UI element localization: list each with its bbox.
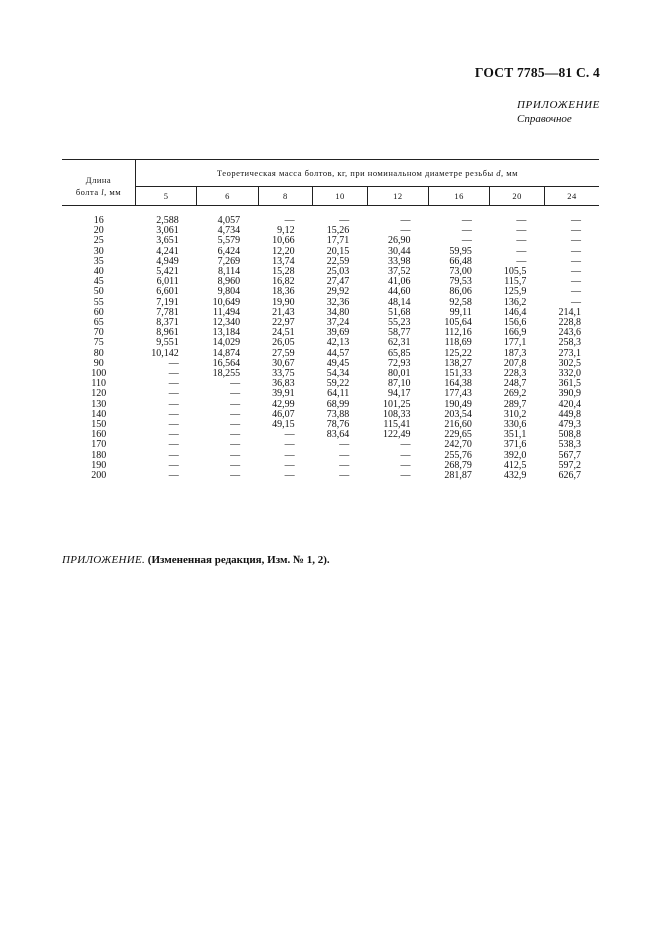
mass-cell: 214,1 (558, 306, 581, 318)
table-row (62, 471, 599, 481)
length-cell: 60 (93, 306, 104, 318)
length-cell: 110 (91, 378, 107, 390)
mass-cell: 115,7 (504, 276, 527, 288)
mass-cell: 11,494 (212, 306, 241, 318)
mass-cell: 99,11 (449, 306, 472, 318)
mass-cell: — (230, 439, 241, 451)
length-cell: 20 (93, 225, 104, 237)
mass-cell: — (168, 429, 179, 441)
diameter-symbol: d (496, 168, 502, 178)
length-column-header (62, 160, 136, 206)
mass-cell: 15,28 (272, 266, 295, 278)
mass-cell: 73,88 (326, 408, 350, 420)
mass-cell: — (571, 255, 581, 267)
mass-cell: 371,6 (503, 439, 527, 451)
mass-cell: 4,057 (217, 215, 241, 226)
diameter-header-cell: 10 (313, 187, 368, 206)
length-header-line2-pre: болта (75, 186, 102, 197)
mass-cell: — (168, 449, 179, 461)
mass-cell: — (516, 215, 527, 226)
mass-cell: — (168, 459, 179, 471)
mass-cell: — (400, 215, 411, 226)
appendix-subtitle: Справочное (517, 113, 572, 125)
mass-cell: — (284, 459, 295, 471)
mass-cell: — (571, 286, 581, 298)
appendix-title: ПРИЛОЖЕНИЕ (517, 99, 600, 111)
mass-cell: 538,3 (558, 439, 581, 451)
mass-cell: 29,92 (326, 286, 350, 298)
length-cell: 45 (93, 276, 104, 288)
mass-cell: 58,77 (388, 327, 411, 339)
mass-cell: 392,0 (503, 449, 527, 461)
table-row (62, 206, 599, 227)
length-cell: 160 (91, 429, 107, 441)
diameter-header-cell: 5 (136, 187, 197, 206)
mass-cell: 21,43 (272, 306, 295, 318)
mass-cell: 156,6 (503, 317, 527, 329)
length-cell: 120 (91, 388, 107, 400)
mass-cell: 44,57 (326, 347, 350, 359)
note-appendix-ref: ПРИЛОЖЕНИЕ. (62, 554, 146, 566)
mass-cell: — (339, 459, 350, 471)
mass-cell: 8,114 (217, 266, 241, 278)
mass-cell: 87,10 (388, 378, 411, 390)
mass-cell: — (230, 429, 241, 441)
mass-cell: 105,64 (444, 317, 472, 329)
length-header-line2-post: , мм (104, 186, 122, 197)
mass-cell: 65,85 (388, 347, 411, 359)
mass-cell: 32,36 (326, 296, 350, 308)
mass-cell: 8,371 (156, 317, 179, 329)
mass-cell: 229,65 (444, 429, 472, 441)
diameter-header-row (62, 187, 599, 206)
mass-cell: 258,3 (558, 337, 581, 349)
mass-cell: 228,3 (503, 368, 527, 380)
mass-cell: 6,601 (156, 286, 179, 298)
mass-cell: 626,7 (558, 470, 581, 482)
length-cell: 90 (93, 357, 104, 369)
mass-cell: 59,95 (449, 245, 472, 257)
mass-cell: 2,588 (156, 215, 179, 226)
table-body (62, 206, 599, 482)
mass-cell: 207,8 (503, 357, 527, 369)
length-cell: 100 (91, 368, 107, 380)
mass-cell: 27,59 (272, 347, 295, 359)
mass-group-header (136, 160, 600, 187)
mass-cell: 33,98 (388, 255, 411, 267)
mass-cell: 9,551 (156, 337, 179, 349)
length-cell: 35 (93, 255, 104, 267)
mass-cell: 310,2 (503, 408, 527, 420)
mass-cell: 68,99 (326, 398, 350, 410)
page-header: ГОСТ 7785—81 С. 4 (474, 65, 600, 80)
mass-cell: 73,00 (449, 266, 472, 278)
length-cell: 170 (91, 439, 107, 451)
mass-cell: 6,424 (217, 245, 241, 257)
mass-cell: 412,5 (503, 459, 527, 471)
mass-cell: — (516, 235, 527, 247)
mass-cell: — (571, 266, 581, 278)
mass-cell: 26,05 (272, 337, 295, 349)
length-cell: 190 (91, 459, 107, 471)
mass-cell: 19,90 (272, 296, 295, 308)
mass-header-pre: Теоретическая масса болтов, кг, при номинальном диаметре резьбы (216, 168, 497, 178)
mass-cell: 42,13 (326, 337, 350, 349)
mass-cell: 30,67 (272, 357, 295, 369)
mass-cell: — (571, 225, 581, 237)
mass-cell: 18,255 (212, 368, 241, 380)
mass-cell: 41,06 (388, 276, 411, 288)
mass-cell: 216,60 (444, 419, 472, 431)
diameter-header-cell: 20 (490, 187, 545, 206)
mass-cell: 7,269 (217, 255, 241, 267)
mass-cell: 108,33 (383, 408, 411, 420)
bolt-mass-table (62, 159, 599, 481)
revision-note (62, 554, 330, 566)
mass-cell: — (571, 215, 581, 226)
mass-cell: — (339, 439, 350, 451)
mass-header-post: , мм (501, 168, 519, 178)
mass-cell: 34,80 (326, 306, 350, 318)
mass-cell: 59,22 (326, 378, 350, 390)
mass-cell: — (571, 296, 581, 308)
mass-cell: — (230, 470, 241, 482)
mass-cell: 166,9 (503, 327, 527, 339)
note-revision-text: (Измененная редакция, Изм. № 1, 2). (145, 554, 330, 566)
length-cell: 25 (93, 235, 104, 247)
mass-cell: 112,16 (444, 327, 472, 339)
length-cell: 55 (93, 296, 104, 308)
mass-cell: 177,1 (503, 337, 527, 349)
mass-cell: 20,15 (326, 245, 350, 257)
mass-cell: 9,12 (277, 225, 295, 237)
mass-cell: 390,9 (558, 388, 581, 400)
mass-cell: — (230, 388, 241, 400)
mass-cell: — (461, 225, 472, 237)
mass-cell: — (461, 215, 472, 226)
mass-cell: 26,90 (388, 235, 411, 247)
mass-cell: 351,1 (503, 429, 527, 441)
mass-cell: — (284, 215, 295, 226)
mass-cell: 361,5 (558, 378, 581, 390)
mass-cell: 10,66 (272, 235, 295, 247)
diameter-header-cell: 16 (429, 187, 490, 206)
mass-cell: 13,184 (212, 327, 241, 339)
mass-cell: 3,061 (156, 225, 179, 237)
mass-cell: — (284, 449, 295, 461)
mass-cell: — (516, 255, 527, 267)
mass-cell: 72,93 (388, 357, 411, 369)
length-cell: 65 (93, 317, 104, 329)
mass-cell: 39,91 (272, 388, 295, 400)
length-cell: 200 (91, 470, 107, 482)
mass-cell: 8,961 (156, 327, 179, 339)
mass-cell: 22,97 (272, 317, 295, 329)
diameter-header-cell: 6 (197, 187, 258, 206)
mass-cell: — (400, 459, 411, 471)
mass-cell: 164,38 (444, 378, 472, 390)
mass-cell: 228,8 (558, 317, 581, 329)
mass-cell: 62,31 (388, 337, 411, 349)
mass-cell: 14,874 (212, 347, 241, 359)
length-cell: 70 (93, 327, 104, 339)
length-cell: 130 (91, 398, 107, 410)
mass-cell: 125,22 (444, 347, 472, 359)
mass-cell: 10,649 (212, 296, 241, 308)
mass-cell: 101,25 (383, 398, 411, 410)
mass-cell: 48,14 (388, 296, 411, 308)
length-cell: 180 (91, 449, 107, 461)
mass-cell: 151,33 (444, 368, 472, 380)
mass-cell: 86,06 (449, 286, 472, 298)
mass-cell: 187,3 (503, 347, 527, 359)
diameter-header-cell: 12 (367, 187, 428, 206)
mass-cell: 289,7 (503, 398, 527, 410)
mass-cell: 332,0 (558, 368, 581, 380)
mass-cell: 51,68 (388, 306, 411, 318)
mass-cell: 44,60 (388, 286, 411, 298)
mass-cell: 203,54 (444, 408, 472, 420)
length-symbol: l (101, 186, 105, 197)
mass-cell: 242,70 (444, 439, 472, 451)
mass-cell: 55,23 (388, 317, 411, 329)
mass-cell: 13,74 (272, 255, 295, 267)
mass-cell: 330,6 (503, 419, 527, 431)
mass-cell: 39,69 (326, 327, 350, 339)
mass-cell: — (168, 470, 179, 482)
mass-cell: 42,99 (272, 398, 295, 410)
mass-cell: — (400, 449, 411, 461)
mass-cell: 10,142 (151, 347, 179, 359)
length-cell: 80 (93, 347, 104, 359)
diameter-header-cell: 24 (544, 187, 599, 206)
mass-cell: 4,241 (156, 245, 179, 257)
mass-cell: 17,71 (326, 235, 350, 247)
mass-cell: 597,2 (558, 459, 581, 471)
mass-cell: — (168, 408, 179, 420)
mass-cell: 15,26 (326, 225, 350, 237)
mass-cell: — (571, 235, 581, 247)
mass-cell: — (230, 408, 241, 420)
mass-cell: 177,43 (444, 388, 472, 400)
mass-cell: 190,49 (444, 398, 472, 410)
mass-cell: — (516, 225, 527, 237)
mass-cell: — (168, 398, 179, 410)
mass-cell: 479,3 (558, 419, 581, 431)
mass-cell: 66,48 (449, 255, 472, 267)
length-cell: 75 (93, 337, 104, 349)
mass-cell: 49,15 (272, 419, 295, 431)
mass-cell: 7,781 (156, 306, 179, 318)
mass-cell: 567,7 (558, 449, 581, 461)
mass-cell: 122,49 (383, 429, 411, 441)
mass-cell: 105,5 (503, 266, 527, 278)
mass-cell: — (230, 419, 241, 431)
mass-cell: 16,82 (272, 276, 295, 288)
mass-cell: 420,4 (558, 398, 581, 410)
mass-cell: 248,7 (503, 378, 527, 390)
mass-cell: 12,20 (272, 245, 295, 257)
mass-cell: 94,17 (388, 388, 411, 400)
mass-cell: 18,36 (272, 286, 295, 298)
mass-cell: — (284, 470, 295, 482)
mass-cell: — (168, 388, 179, 400)
mass-cell: 36,83 (272, 378, 295, 390)
mass-cell: 37,24 (326, 317, 350, 329)
length-cell: 150 (91, 419, 107, 431)
mass-cell: — (571, 276, 581, 288)
mass-cell: — (339, 449, 350, 461)
length-cell: 140 (91, 408, 107, 420)
mass-cell: — (230, 378, 241, 390)
mass-cell: 80,01 (388, 368, 411, 380)
mass-cell: 4,949 (156, 255, 179, 267)
mass-cell: 118,69 (444, 337, 472, 349)
mass-cell: 9,804 (217, 286, 241, 298)
mass-cell: — (400, 470, 411, 482)
mass-cell: 64,11 (327, 388, 350, 400)
mass-cell: — (230, 449, 241, 461)
mass-cell: — (168, 439, 179, 451)
mass-cell: 24,51 (272, 327, 295, 339)
mass-cell: 54,34 (326, 368, 350, 380)
appendix-block (517, 98, 600, 126)
mass-cell: 8,960 (217, 276, 241, 288)
mass-cell: — (400, 225, 411, 237)
mass-cell: 243,6 (558, 327, 581, 339)
diameter-header-cell: 8 (258, 187, 313, 206)
mass-cell: — (284, 439, 295, 451)
mass-cell: — (400, 439, 411, 451)
mass-cell: 33,75 (272, 368, 295, 380)
length-header-line1: Длина (85, 174, 112, 185)
mass-cell: 6,011 (156, 276, 179, 288)
mass-cell: — (339, 470, 350, 482)
mass-cell: 79,53 (449, 276, 472, 288)
mass-cell: 273,1 (558, 347, 581, 359)
mass-cell: 78,76 (326, 419, 350, 431)
mass-cell: — (571, 245, 581, 257)
mass-cell: 5,421 (156, 266, 179, 278)
mass-cell: 30,44 (388, 245, 411, 257)
mass-cell: 92,58 (449, 296, 472, 308)
mass-cell: 16,564 (212, 357, 241, 369)
mass-cell: 25,03 (326, 266, 350, 278)
mass-cell: 12,340 (212, 317, 241, 329)
mass-cell: 508,8 (558, 429, 581, 441)
mass-cell: 46,07 (272, 408, 295, 420)
mass-cell: 146,4 (503, 306, 527, 318)
mass-cell: — (339, 215, 350, 226)
mass-cell: 115,41 (383, 419, 411, 431)
mass-cell: — (168, 357, 179, 369)
mass-cell: 269,2 (503, 388, 527, 400)
mass-cell: — (230, 459, 241, 471)
mass-cell: — (284, 429, 295, 441)
mass-cell: — (168, 378, 179, 390)
mass-cell: 136,2 (503, 296, 527, 308)
mass-cell: 449,8 (558, 408, 581, 420)
mass-cell: 302,5 (558, 357, 581, 369)
mass-cell: — (168, 419, 179, 431)
mass-cell: 37,52 (388, 266, 411, 278)
mass-cell: — (461, 235, 472, 247)
mass-cell: 3,651 (156, 235, 179, 247)
length-cell: 50 (93, 286, 104, 298)
mass-cell: 432,9 (503, 470, 527, 482)
mass-cell: 138,27 (444, 357, 472, 369)
mass-cell: — (516, 245, 527, 257)
length-cell: 40 (93, 266, 104, 278)
mass-cell: 281,87 (444, 470, 472, 482)
length-cell: 30 (93, 245, 104, 257)
mass-cell: 14,029 (212, 337, 241, 349)
mass-cell: 83,64 (326, 429, 350, 441)
mass-cell: 5,579 (217, 235, 241, 247)
mass-cell: 49,45 (326, 357, 350, 369)
mass-cell: 125,9 (503, 286, 527, 298)
length-cell: 16 (93, 215, 104, 226)
mass-cell: 22,59 (326, 255, 350, 267)
mass-cell: 268,79 (444, 459, 472, 471)
mass-cell: 7,191 (156, 296, 179, 308)
mass-cell: 27,47 (326, 276, 350, 288)
mass-cell: — (168, 368, 179, 380)
mass-cell: 255,76 (444, 449, 472, 461)
mass-cell: 4,734 (217, 225, 241, 237)
mass-cell: — (230, 398, 241, 410)
